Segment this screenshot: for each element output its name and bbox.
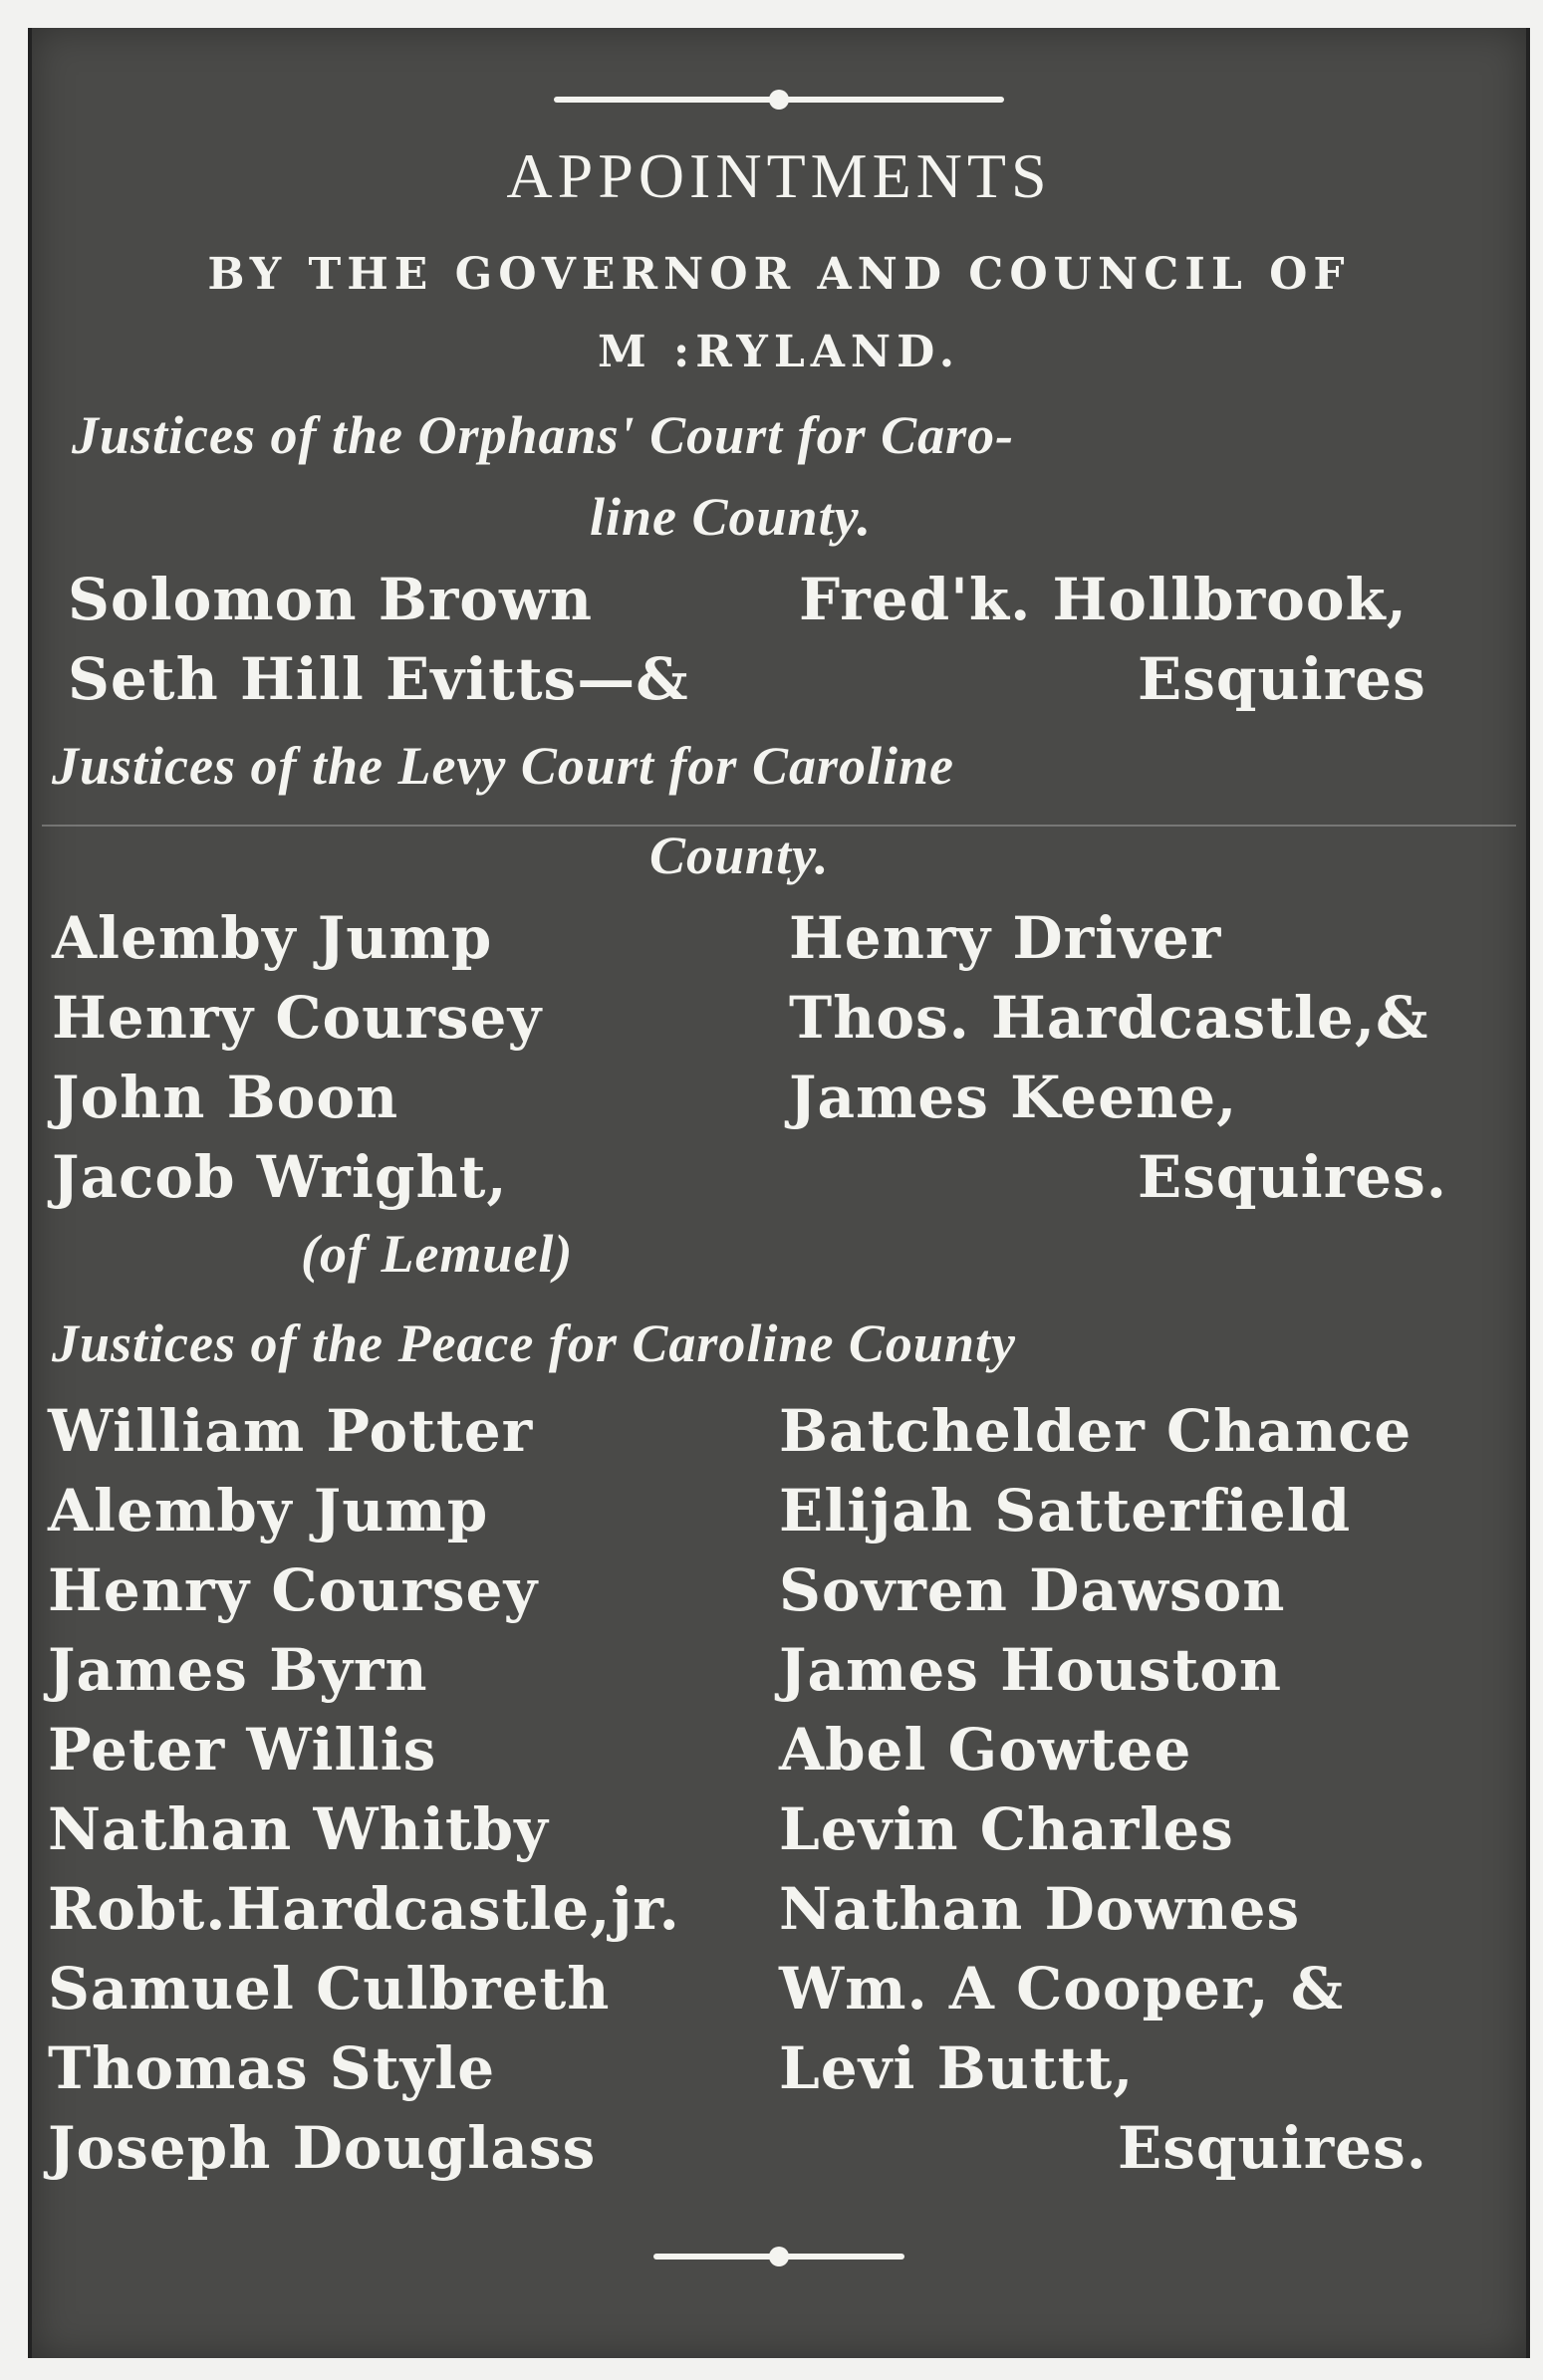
levy-right-name-3: Esquires. xyxy=(1138,1143,1447,1211)
orphans-left-name-0: Solomon Brown xyxy=(68,566,594,633)
levy-left-name-3: Jacob Wright, xyxy=(52,1143,508,1211)
levy-left-name-2: John Boon xyxy=(52,1064,399,1131)
newspaper-clipping xyxy=(28,28,1530,2358)
levy-right-name-2: James Keene, xyxy=(789,1064,1238,1131)
orphans-court-heading-2: line County. xyxy=(590,487,873,547)
levy-left-name-4: (of Lemuel) xyxy=(301,1224,574,1284)
levy-right-name-1: Thos. Hardcastle,& xyxy=(789,984,1429,1052)
subtitle-line-2: M :RYLAND. xyxy=(597,327,961,377)
peace-right-name-9: Esquires. xyxy=(1118,2114,1427,2182)
peace-left-name-2: Henry Coursey xyxy=(48,1556,539,1624)
peace-heading: Justices of the Peace for Caroline County xyxy=(52,1313,1016,1373)
peace-right-name-4: Abel Gowtee xyxy=(779,1716,1192,1784)
orphans-left-name-1: Seth Hill Evitts—& xyxy=(68,645,689,713)
peace-right-name-1: Elijah Satterfield xyxy=(779,1477,1352,1545)
peace-right-name-0: Batchelder Chance xyxy=(779,1397,1413,1465)
orphans-court-heading-1: Justices of the Orphans' Court for Caro- xyxy=(72,405,1015,465)
orphans-right-name-1: Esquires xyxy=(1138,645,1426,713)
page-title: APPOINTMENTS xyxy=(506,140,1052,211)
peace-left-name-9: Joseph Douglass xyxy=(48,2114,597,2182)
peace-right-name-2: Sovren Dawson xyxy=(779,1556,1286,1624)
peace-right-name-3: James Houston xyxy=(779,1636,1283,1704)
peace-right-name-6: Nathan Downes xyxy=(779,1875,1301,1943)
peace-left-name-0: William Potter xyxy=(48,1397,534,1465)
peace-left-name-3: James Byrn xyxy=(48,1636,428,1704)
peace-left-name-6: Robt.Hardcastle,jr. xyxy=(48,1875,680,1943)
top-ornament-rule xyxy=(32,90,1526,110)
peace-left-name-4: Peter Willis xyxy=(48,1716,437,1784)
levy-court-heading-2: County. xyxy=(649,826,830,885)
levy-court-heading-1: Justices of the Levy Court for Caroline xyxy=(52,736,954,796)
levy-right-name-0: Henry Driver xyxy=(789,904,1222,972)
orphans-right-name-0: Fred'k. Hollbrook, xyxy=(799,566,1408,633)
peace-right-name-5: Levin Charles xyxy=(779,1795,1234,1863)
peace-right-name-7: Wm. A Cooper, & xyxy=(779,1955,1345,2023)
bottom-ornament-rule xyxy=(32,2247,1526,2266)
peace-left-name-1: Alemby Jump xyxy=(48,1477,489,1545)
peace-left-name-7: Samuel Culbreth xyxy=(48,1955,611,2023)
peace-left-name-5: Nathan Whitby xyxy=(48,1795,549,1863)
peace-right-name-8: Levi Buttt, xyxy=(779,2034,1135,2102)
levy-left-name-0: Alemby Jump xyxy=(52,904,493,972)
peace-left-name-8: Thomas Style xyxy=(48,2034,496,2102)
subtitle-line-1: BY THE GOVERNOR AND COUNCIL OF xyxy=(207,249,1351,300)
levy-left-name-1: Henry Coursey xyxy=(52,984,543,1052)
